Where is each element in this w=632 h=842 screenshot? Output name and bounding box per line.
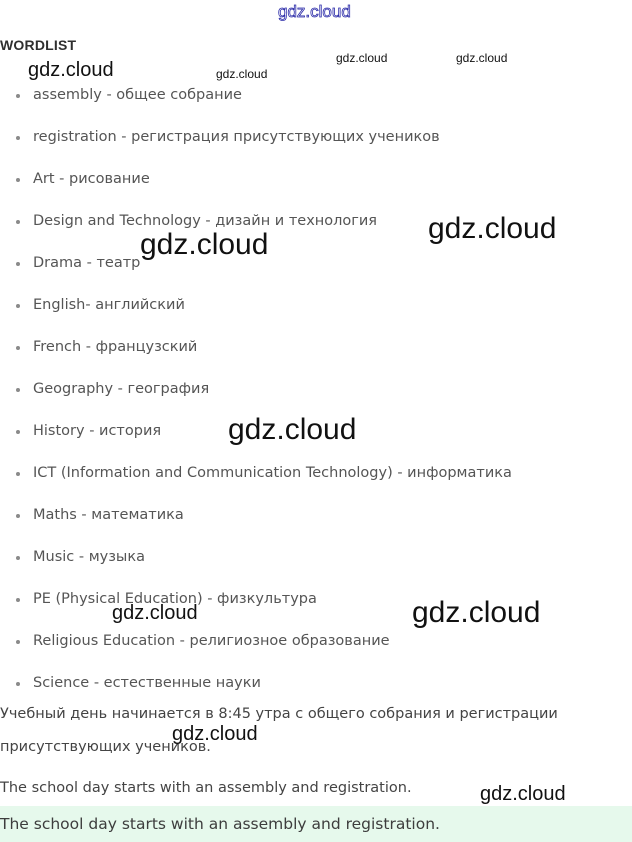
bullet-icon (16, 388, 20, 392)
watermark: gdz.cloud (336, 51, 388, 65)
bullet-icon (16, 556, 20, 560)
watermark: gdz.cloud (412, 596, 541, 629)
bullet-icon (16, 346, 20, 350)
watermark: gdz.cloud (112, 602, 198, 624)
answer-box (0, 806, 632, 842)
bullet-icon (16, 682, 20, 686)
bullet-icon (16, 472, 20, 476)
russian-sentence-line1: Учебный день начинается в 8:45 утра с общего собрания и регистрации (0, 706, 558, 722)
watermark: gdz.cloud (456, 51, 508, 65)
watermark: gdz.cloud (28, 59, 114, 81)
bullet-icon (16, 304, 20, 308)
watermark-top: gdz.cloud (278, 2, 351, 21)
answer-text: The school day starts with an assembly and registration. (0, 815, 440, 833)
bullet-icon (16, 94, 20, 98)
wordlist-heading: WORDLIST (0, 37, 77, 53)
bullet-icon (16, 262, 20, 266)
watermark: gdz.cloud (428, 212, 557, 245)
bullet-icon (16, 430, 20, 434)
bullet-icon (16, 136, 20, 140)
bullet-icon (16, 178, 20, 182)
watermark: gdz.cloud (140, 228, 269, 261)
bullet-icon (16, 640, 20, 644)
bullet-icon (16, 220, 20, 224)
bullet-icon (16, 514, 20, 518)
watermark: gdz.cloud (216, 67, 268, 81)
english-sentence: The school day starts with an assembly and registration. (0, 780, 412, 796)
watermark: gdz.cloud (228, 413, 357, 446)
russian-sentence-line2: присутствующих учеников. (0, 739, 211, 755)
bullet-icon (16, 598, 20, 602)
watermark: gdz.cloud (172, 723, 258, 745)
watermark: gdz.cloud (480, 783, 566, 805)
